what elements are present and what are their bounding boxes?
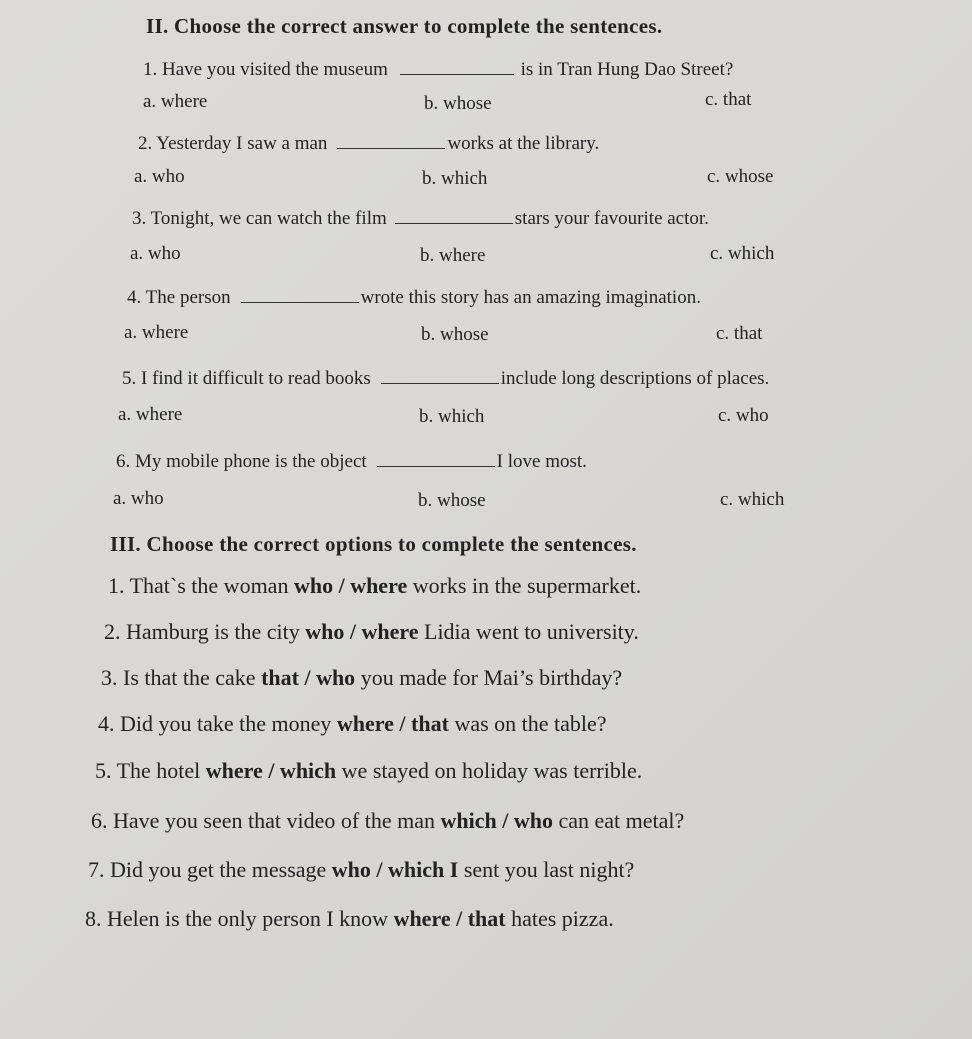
sentence-text: hates pizza. — [505, 906, 614, 931]
option-a: a. who — [134, 166, 185, 187]
section-3-heading: III. Choose the correct options to complete the sentences. — [110, 532, 637, 556]
option-b: b. whose — [424, 93, 492, 114]
option-c: c. who — [718, 405, 769, 426]
question-text: 1. Have you visited the museum — [143, 59, 388, 80]
question-text: stars your favourite actor. — [514, 208, 709, 229]
sentence-text: 8. Helen is the only person I know — [85, 906, 394, 931]
question-text: I love most. — [496, 451, 587, 472]
sentence-text: works in the supermarket. — [407, 573, 642, 598]
sentence-text: you made for Mai’s birthday? — [355, 665, 623, 690]
option-a: a. who — [113, 488, 164, 509]
question-text: 3. Tonight, we can watch the film — [132, 208, 387, 229]
option-c: c. that — [716, 323, 763, 344]
sentence-text: sent you last night? — [458, 857, 635, 882]
sentence-text: 5. The hotel — [95, 758, 206, 783]
option-a: a. where — [143, 91, 208, 112]
question-1 — [143, 55, 733, 81]
option-choices: who / where — [293, 573, 408, 598]
option-c: c. which — [720, 489, 785, 510]
sentence-4 — [98, 711, 607, 737]
answer-blank — [377, 447, 495, 467]
sentence-text: 6. Have you seen that video of the man — [91, 808, 441, 833]
option-choices: who / where — [305, 619, 419, 644]
section-2-heading: II. Choose the correct answer to complete the sentences. — [146, 14, 663, 38]
option-c: c. that — [705, 89, 752, 110]
option-a: a. who — [130, 243, 181, 264]
question-text: 4. The person — [127, 287, 231, 308]
option-c: c. whose — [707, 166, 774, 187]
option-b: b. which — [419, 406, 485, 427]
option-c: c. which — [710, 243, 775, 264]
answer-blank — [337, 129, 445, 149]
answer-blank — [381, 364, 499, 384]
option-choices: that / who — [261, 665, 356, 690]
question-text: include long descriptions of places. — [500, 368, 770, 389]
question-2 — [138, 129, 599, 155]
option-b: b. whose — [421, 324, 489, 345]
option-choices: where / that — [336, 711, 449, 736]
option-b: b. whose — [418, 490, 486, 511]
question-3 — [132, 204, 709, 230]
question-6 — [116, 447, 587, 473]
question-text: 2. Yesterday I saw a man — [138, 133, 328, 154]
sentence-3 — [101, 665, 622, 691]
answer-blank — [241, 283, 359, 303]
sentence-text: 4. Did you take the money — [98, 711, 337, 736]
answer-blank — [395, 204, 513, 224]
question-4 — [127, 283, 701, 309]
question-text: wrote this story has an amazing imagination. — [360, 287, 701, 308]
sentence-5 — [95, 758, 642, 784]
sentence-text: 2. Hamburg is the city — [104, 619, 306, 644]
option-a: a. where — [118, 404, 183, 425]
option-a: a. where — [124, 322, 189, 343]
option-b: b. which — [422, 168, 488, 189]
sentence-text: was on the table? — [448, 711, 607, 736]
sentence-7 — [88, 857, 634, 883]
option-choices: who / which I — [331, 857, 459, 882]
question-5 — [122, 364, 769, 390]
sentence-1 — [108, 573, 641, 599]
question-text: works at the library. — [447, 133, 600, 154]
option-b: b. where — [420, 245, 486, 266]
answer-blank — [400, 55, 514, 75]
question-text: 6. My mobile phone is the object — [116, 451, 367, 472]
option-choices: which / who — [440, 808, 553, 833]
question-text: 5. I find it difficult to read books — [122, 368, 371, 389]
sentence-6 — [91, 808, 684, 834]
sentence-text: 7. Did you get the message — [88, 857, 332, 882]
sentence-text: 3. Is that the cake — [101, 665, 262, 690]
question-text: is in Tran Hung Dao Street? — [520, 59, 734, 80]
sentence-2 — [104, 619, 639, 645]
sentence-text: Lidia went to university. — [418, 619, 639, 644]
sentence-text: 1. That`s the woman — [108, 573, 294, 598]
option-choices: where / which — [205, 758, 337, 783]
sentence-text: we stayed on holiday was terrible. — [336, 758, 643, 783]
sentence-8 — [85, 906, 614, 932]
option-choices: where / that — [393, 906, 506, 931]
sentence-text: can eat metal? — [552, 808, 685, 833]
